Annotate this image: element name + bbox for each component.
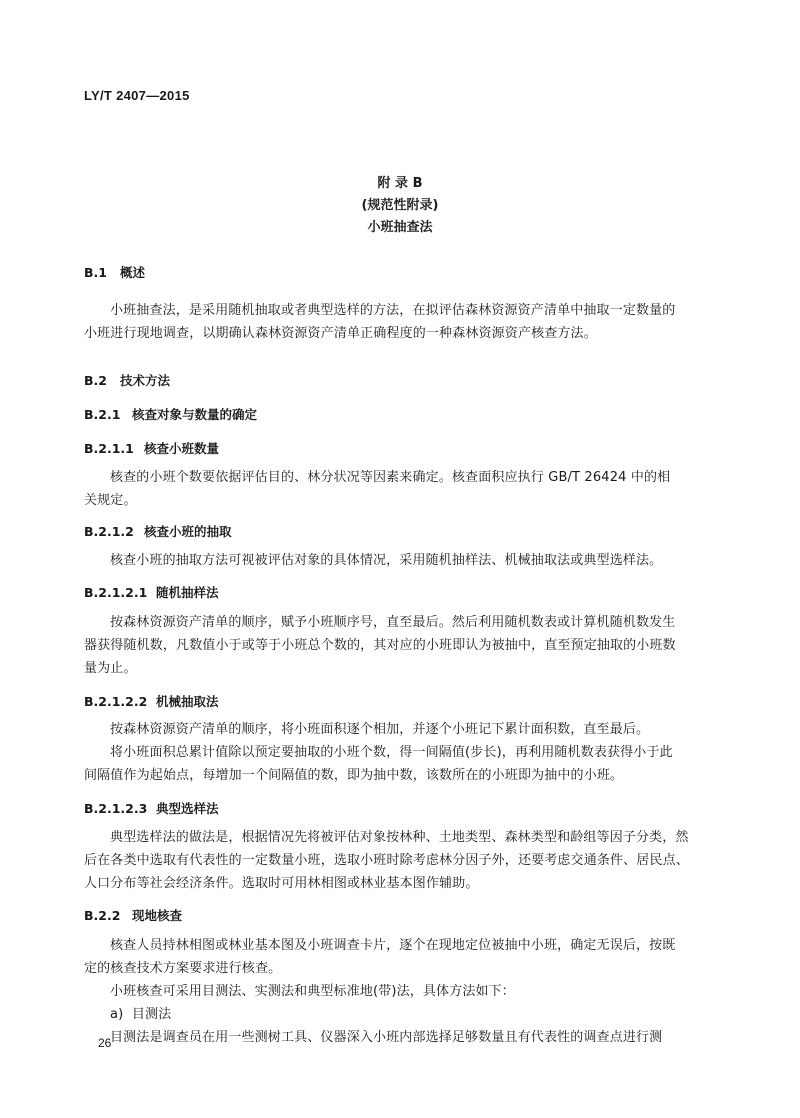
paragraph-b2123 <box>84 826 720 895</box>
heading-b2 <box>84 371 170 389</box>
heading-b211 <box>84 439 219 457</box>
appendix-type: (规范性附录) <box>361 198 439 213</box>
paragraph-b212 <box>84 549 720 572</box>
text-line: 量为止。 <box>84 661 137 676</box>
appendix-name: 小班抽查法 <box>367 220 433 235</box>
heading-number: B.2.1.2.3 <box>84 801 148 816</box>
heading-title: 随机抽样法 <box>156 585 219 600</box>
heading-title: 机械抽取法 <box>156 694 219 709</box>
heading-number: B.2.1.1 <box>84 441 134 456</box>
text-line: 核查小班的抽取方法可视被评估对象的具体情况，采用随机抽样法、机械抽取法或典型选样法。 <box>110 553 663 568</box>
heading-number: B.2 <box>84 373 107 388</box>
appendix-title: 附 录 B <box>377 176 423 191</box>
text-line: 目测法是调查员在用一些测树工具、仪器深入小班内部选择足够数量且有代表性的调查点进行测 <box>110 1030 663 1045</box>
text-line: 小班抽查法，是采用随机抽取或者典型选样的方法，在拟评估森林资源资产清单中抽取一定数量的 <box>110 303 676 318</box>
heading-title: 现地核查 <box>132 908 183 923</box>
heading-b22 <box>84 906 182 924</box>
heading-number: B.2.1.2.1 <box>84 585 148 600</box>
paragraph-b1 <box>84 299 720 345</box>
text-line: 关规定。 <box>84 493 137 508</box>
text-line: 小班进行现地调查，以期确认森林资源资产清单正确程度的一种森林资源资产核查方法。 <box>84 326 597 341</box>
heading-title: 核查对象与数量的确定 <box>132 407 258 422</box>
paragraph-b2122 <box>84 718 720 787</box>
paragraph-b2121 <box>84 611 720 680</box>
text-line: 器获得随机数，凡数值小于或等于小班总个数的，其对应的小班即认为被抽中，直至预定抽取的小班数 <box>84 638 676 653</box>
text-line: 定的核查技术方案要求进行核查。 <box>84 961 282 976</box>
text-line: 将小班面积总累计值除以预定要抽取的小班个数，得一间隔值(步长)，再利用随机数表获得小于此 <box>110 745 673 760</box>
paragraph-b22 <box>84 934 720 1049</box>
text-line: 人口分布等社会经济条件。选取时可用林相图或林业基本图作辅助。 <box>84 876 479 891</box>
text-line: 按森林资源资产清单的顺序，赋予小班顺序号，直至最后。然后利用随机数表或计算机随机数发生 <box>110 615 676 630</box>
heading-b2123 <box>84 799 219 817</box>
heading-title: 核查小班的抽取 <box>144 524 232 539</box>
text-line: 后在各类中选取有代表性的一定数量小班，选取小班时除考虑林分因子外，还要考虑交通条件、居民点、 <box>84 853 689 868</box>
heading-number: B.2.1.2.2 <box>84 694 148 709</box>
heading-b2122 <box>84 692 219 710</box>
text-line: 间隔值作为起始点，每增加一个间隔值的数，即为抽中数，该数所在的小班即为抽中的小班。 <box>84 768 624 783</box>
heading-b1 <box>84 263 145 281</box>
heading-b2121 <box>84 583 219 601</box>
list-item-a: a) 目测法 <box>110 1007 172 1022</box>
heading-title: 典型选样法 <box>156 801 219 816</box>
heading-b21 <box>84 405 257 423</box>
heading-title: 技术方法 <box>120 373 171 388</box>
standard-code: LY/T 2407—2015 <box>84 88 190 103</box>
text-line: 小班核查可采用目测法、实测法和典型标准地(带)法，具体方法如下： <box>110 984 515 999</box>
heading-b212 <box>84 522 232 540</box>
heading-title: 核查小班数量 <box>144 441 220 456</box>
text-line: 核查的小班个数要依据评估目的、林分状况等因素来确定。核查面积应执行 GB/T 26424 中的相 <box>110 470 671 485</box>
heading-number: B.2.1.2 <box>84 524 134 539</box>
page-number: 26 <box>98 1036 112 1050</box>
heading-number: B.2.1 <box>84 407 121 422</box>
text-line: 按森林资源资产清单的顺序，将小班面积逐个相加，并逐个小班记下累计面积数，直至最后。 <box>110 722 650 737</box>
text-line: 典型选样法的做法是，根据情况先将被评估对象按林种、土地类型、森林类型和龄组等因子分类，然 <box>110 830 689 845</box>
heading-number: B.1 <box>84 265 107 280</box>
paragraph-b211 <box>84 466 720 512</box>
text-line: 核查人员持林相图或林业基本图及小班调查卡片，逐个在现地定位被抽中小班，确定无误后，按既 <box>110 938 676 953</box>
heading-number: B.2.2 <box>84 908 121 923</box>
heading-title: 概述 <box>120 265 146 280</box>
